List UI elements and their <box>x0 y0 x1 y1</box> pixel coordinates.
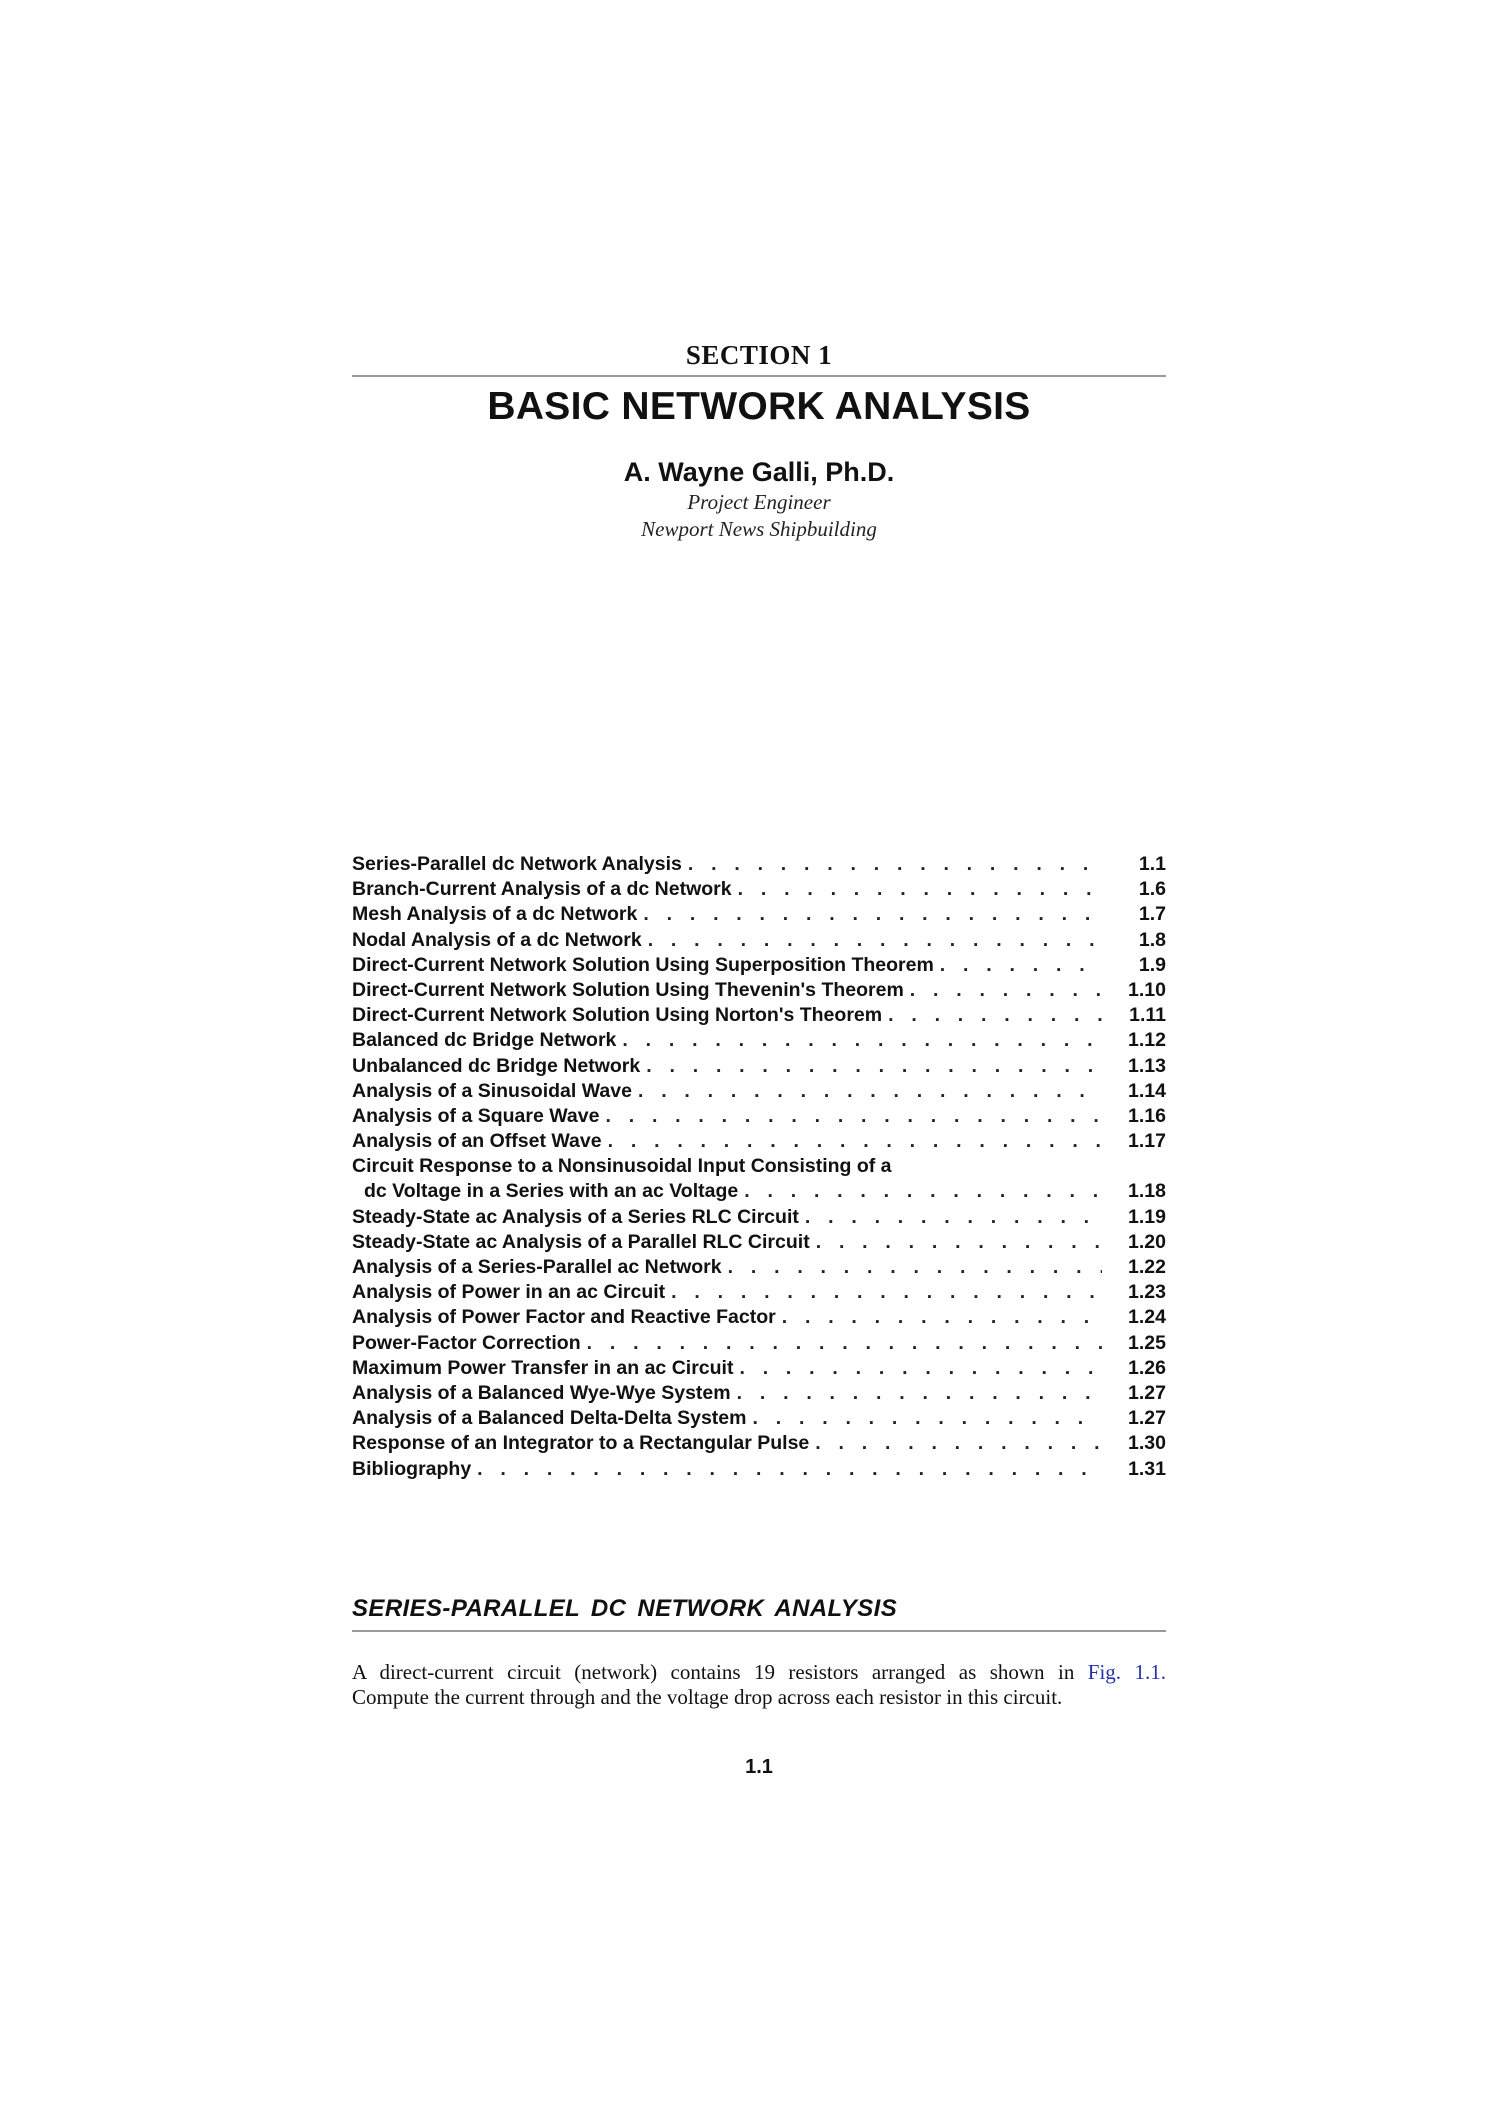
toc-entry-page: 1.14 <box>1128 1079 1166 1102</box>
toc-entry-page: 1.7 <box>1138 903 1166 926</box>
toc-entry-title: Analysis of an Offset Wave <box>352 1130 602 1153</box>
toc-entry-title: Mesh Analysis of a dc Network <box>352 903 638 926</box>
toc-leader-dots <box>744 1179 1102 1204</box>
paragraph-line-1 <box>352 1660 1166 1685</box>
toc-leader-dots <box>888 1003 1102 1028</box>
toc-leader-dots <box>753 1406 1103 1431</box>
toc-entry-title: Maximum Power Transfer in an ac Circuit <box>352 1356 734 1379</box>
toc-entry[interactable] <box>352 1079 1166 1104</box>
toc-entry[interactable] <box>352 978 1166 1003</box>
toc-entry[interactable] <box>352 902 1166 927</box>
toc-entry[interactable] <box>352 1305 1166 1330</box>
toc-entry-page: 1.26 <box>1128 1356 1166 1379</box>
toc-entry[interactable] <box>352 877 1166 902</box>
toc-leader-dots <box>782 1305 1102 1330</box>
toc-entry-page: 1.30 <box>1128 1432 1166 1455</box>
toc-leader-dots <box>815 1431 1102 1456</box>
toc-entry[interactable] <box>352 1230 1166 1255</box>
toc-leader-dots <box>940 953 1102 978</box>
toc-entry[interactable] <box>352 1356 1166 1381</box>
toc-entry-title: Direct-Current Network Solution Using Thevenin's Theorem <box>352 978 904 1001</box>
paragraph-text: A direct-current circuit (network) contains 19 resistors arranged as shown in <box>352 1660 1088 1684</box>
toc-entry-page: 1.9 <box>1138 953 1166 976</box>
toc-entry-page: 1.18 <box>1128 1180 1166 1203</box>
toc-entry[interactable] <box>352 1205 1166 1230</box>
section-divider <box>352 1630 1166 1632</box>
toc-entry-title: Power-Factor Correction <box>352 1331 581 1354</box>
toc-entry-title: Balanced dc Bridge Network <box>352 1029 617 1052</box>
toc-entry-title: Steady-State ac Analysis of a Series RLC Circuit <box>352 1205 799 1228</box>
toc-entry-page: 1.17 <box>1128 1130 1166 1153</box>
toc-entry-title: Unbalanced dc Bridge Network <box>352 1054 641 1077</box>
toc-entry-title: Circuit Response to a Nonsinusoidal Input Consisting of a <box>352 1155 892 1178</box>
toc-entry-title: Analysis of a Balanced Wye-Wye System <box>352 1381 731 1404</box>
toc-entry[interactable] <box>352 1381 1166 1406</box>
toc-entry[interactable] <box>352 1154 1166 1179</box>
toc-entry-title: Analysis of a Balanced Delta-Delta System <box>352 1407 747 1430</box>
toc-entry-page: 1.10 <box>1128 978 1166 1001</box>
title-divider <box>352 375 1166 377</box>
section-label: SECTION 1 <box>685 340 833 370</box>
toc-entry-page: 1.1 <box>1138 853 1166 875</box>
toc-leader-dots <box>622 1028 1102 1053</box>
toc-leader-dots <box>646 1054 1102 1079</box>
toc-entry-title: dc Voltage in a Series with an ac Voltage <box>364 1180 739 1203</box>
toc-entry-title: Steady-State ac Analysis of a Parallel RLC Circuit <box>352 1230 810 1253</box>
toc-leader-dots <box>648 928 1102 953</box>
toc-leader-dots <box>608 1129 1102 1154</box>
author-organization: Newport News Shipbuilding <box>641 517 877 541</box>
toc-entry[interactable] <box>352 953 1166 978</box>
page-number: 1.1 <box>745 1756 773 1778</box>
toc-entry-page: 1.6 <box>1138 878 1166 901</box>
toc-leader-dots <box>805 1205 1102 1230</box>
toc-entry[interactable] <box>352 1280 1166 1305</box>
toc-entry-page: 1.8 <box>1138 928 1166 951</box>
toc-entry-title: Analysis of a Sinusoidal Wave <box>352 1079 632 1102</box>
toc-entry-page: 1.20 <box>1128 1230 1166 1253</box>
chapter-title: BASIC NETWORK ANALYSIS <box>487 385 1031 428</box>
table-of-contents <box>352 852 1166 1482</box>
toc-entry[interactable] <box>352 1457 1166 1482</box>
toc-entry[interactable] <box>352 1104 1166 1129</box>
toc-leader-dots <box>477 1457 1102 1482</box>
toc-entry-page: 1.25 <box>1128 1331 1166 1354</box>
section-heading: SERIES-PARALLEL DC NETWORK ANALYSIS <box>352 1595 898 1622</box>
toc-entry[interactable] <box>352 1054 1166 1079</box>
paragraph-line-2: Compute the current through and the voltage drop across each resistor in this circuit. <box>352 1685 1063 1709</box>
toc-entry[interactable] <box>352 1431 1166 1456</box>
toc-leader-dots <box>737 1381 1102 1406</box>
toc-entry[interactable] <box>352 1028 1166 1053</box>
toc-entry-title: Bibliography <box>352 1457 472 1480</box>
toc-entry-page: 1.13 <box>1128 1054 1166 1077</box>
toc-leader-dots <box>738 877 1102 902</box>
toc-entry-title: Series-Parallel dc Network Analysis <box>352 853 682 875</box>
toc-entry-title: Response of an Integrator to a Rectangular Pulse <box>352 1432 810 1455</box>
toc-leader-dots <box>643 902 1102 927</box>
toc-entry-page: 1.16 <box>1128 1104 1166 1127</box>
toc-entry[interactable] <box>352 1331 1166 1356</box>
figure-reference-link[interactable]: Fig. 1.1. <box>1087 1660 1166 1684</box>
toc-entry-page: 1.22 <box>1128 1256 1166 1278</box>
toc-entry-page: 1.23 <box>1128 1281 1166 1304</box>
toc-entry-page: 1.24 <box>1128 1306 1166 1329</box>
toc-entry-title: Branch-Current Analysis of a dc Network <box>352 878 732 901</box>
toc-entry-page: 1.19 <box>1128 1205 1166 1228</box>
toc-entry-title: Nodal Analysis of a dc Network <box>352 928 642 951</box>
toc-entry[interactable] <box>352 1129 1166 1154</box>
toc-entry[interactable] <box>352 1179 1166 1204</box>
toc-leader-dots <box>688 852 1102 877</box>
toc-entry-title: Direct-Current Network Solution Using Norton's Theorem <box>352 1004 883 1027</box>
toc-leader-dots <box>587 1331 1102 1356</box>
toc-entry[interactable] <box>352 852 1166 877</box>
toc-entry-page: 1.12 <box>1128 1029 1166 1052</box>
toc-entry-title: Analysis of a Series-Parallel ac Network <box>352 1256 722 1278</box>
toc-entry[interactable] <box>352 1406 1166 1431</box>
toc-entry-page: 1.31 <box>1128 1457 1166 1480</box>
toc-entry-title: Direct-Current Network Solution Using Superposition Theorem <box>352 953 934 976</box>
toc-leader-dots <box>816 1230 1102 1255</box>
toc-entry-page: 1.11 <box>1129 1004 1166 1027</box>
toc-entry[interactable] <box>352 928 1166 953</box>
toc-leader-dots <box>605 1104 1102 1129</box>
toc-leader-dots <box>638 1079 1102 1104</box>
toc-entry-title: Analysis of a Square Wave <box>352 1104 600 1127</box>
toc-leader-dots <box>728 1255 1102 1280</box>
section-paragraph <box>352 1660 1166 1710</box>
toc-entry[interactable] <box>352 1255 1166 1280</box>
toc-entry[interactable] <box>352 1003 1166 1028</box>
toc-entry-title: Analysis of Power in an ac Circuit <box>352 1281 666 1304</box>
author-name: A. Wayne Galli, Ph.D. <box>623 457 895 487</box>
toc-leader-dots <box>910 978 1102 1003</box>
toc-entry-title: Analysis of Power Factor and Reactive Factor <box>352 1306 776 1329</box>
toc-leader-dots <box>671 1280 1102 1305</box>
author-position: Project Engineer <box>687 490 831 514</box>
toc-leader-dots <box>739 1356 1102 1381</box>
toc-entry-page: 1.27 <box>1128 1407 1166 1430</box>
toc-entry-page: 1.27 <box>1128 1381 1166 1404</box>
